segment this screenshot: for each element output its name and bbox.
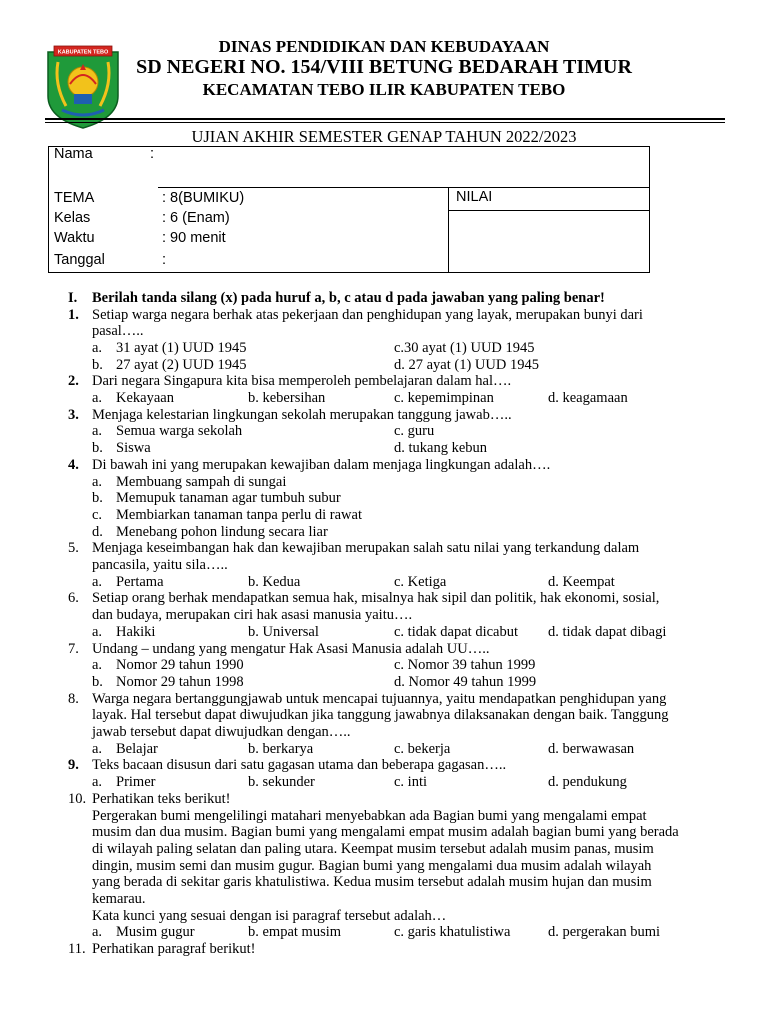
section-instruction: Berilah tanda silang (x) pada huruf a, b, c atau d pada jawaban yang paling benar! [92,290,605,306]
question-text: Teks bacaan disusun dari satu gagasan utama dan beberapa gagasan….. [92,757,507,774]
question-text: jawab tersebut dapat diwujudkan dengan….. [92,724,351,740]
option-text: Memupuk tanaman agar tumbuh subur [116,490,341,507]
option-text: b. berkarya [248,740,314,757]
question-text: Setiap orang berhak mendapatkan semua hak, misalnya hak sipil dan politik, hak ekonomi, sosial, [92,590,660,607]
option-text: d. tukang kebun [394,440,488,457]
question-number: 2. [68,373,79,390]
header-line-1: DINAS PENDIDIKAN DAN KEBUDAYAAN [218,37,550,56]
question-text: Menjaga kelestarian lingkungan sekolah merupakan tanggung jawab….. [92,406,512,423]
question-text: Undang – undang yang mengatur Hak Asasi Manusia adalah UU….. [92,640,490,657]
nama-colon: : [150,146,155,162]
question-text: pasal….. [92,323,144,340]
option-letter: b. [92,673,103,690]
question-text: Pergerakan bumi mengelilingi matahari menyebabkan ada Bagian bumi yang mengalami empat [92,807,647,824]
option-text: c. guru [394,423,435,440]
exam-title: UJIAN AKHIR SEMESTER GENAP TAHUN 2022/2023 [191,127,577,146]
section-number: I. [68,290,78,306]
option-letter: b. [92,356,103,373]
nama-label: Nama [54,146,93,162]
option-letter: a. [92,657,103,674]
option-text: c. bekerja [394,740,451,757]
option-letter: a. [92,473,103,490]
question-text: kemarau. [92,891,146,907]
question-text: dan budaya, merupakan ciri hak asasi manusia yaitu…. [92,607,413,624]
option-text: d. pendukung [548,774,627,791]
option-text: Menebang pohon lindung secara liar [116,523,328,540]
option-text: d. Keempat [548,573,615,590]
option-text: c. inti [394,774,428,791]
option-text: Membuang sampah di sungai [116,473,287,490]
option-text: Semua warga sekolah [116,423,243,440]
question-text: Menjaga keseimbangan hak dan kewajiban merupakan salah satu nilai yang terkandung dalam [92,540,640,557]
question-text: Dari negara Singapura kita bisa memperoleh pembelajaran dalam hal…. [92,373,512,390]
option-text: c. tidak dapat dicabut [394,623,519,640]
option-text: 27 ayat (2) UUD 1945 [116,356,247,373]
question-number: 3. [68,406,79,423]
option-text: b. sekunder [248,774,315,791]
option-text: d. keagamaan [548,390,628,406]
tema-value: : 8(BUMIKU) [162,190,245,206]
question-number: 7. [68,640,79,657]
option-text: d. Nomor 49 tahun 1999 [394,673,537,690]
option-text: Primer [116,774,156,791]
option-letter: a. [92,774,103,791]
option-letter: d. [92,523,103,540]
option-letter: a. [92,623,103,640]
question-number: 1. [68,306,79,323]
question-number: 5. [68,540,79,557]
question-text: Setiap warga negara berhak atas pekerjaan dan penghidupan yang layak, merupakan bunyi dari [92,306,643,323]
question-text: Di bawah ini yang merupakan kewajiban dalam menjaga lingkungan adalah…. [92,456,551,473]
option-letter: b. [92,490,103,507]
option-text: d. pergerakan bumi [548,924,661,941]
question-number: 4. [68,456,79,473]
option-text: Siswa [116,440,151,457]
logo-banner-text: KABUPATEN TEBO [57,49,109,56]
question-text: pancasila, yaitu sila….. [92,557,228,573]
tema-label: TEMA [54,190,95,206]
question-number: 8. [68,690,79,707]
option-letter: a. [92,423,103,440]
question-number: 10. [68,790,87,807]
option-text: b. kebersihan [248,390,326,406]
option-text: c.30 ayat (1) UUD 1945 [394,339,535,356]
option-text: Pertama [116,573,164,590]
school-name: SD NEGERI NO. 154/VIII BETUNG BEDARAH TIMUR [136,56,632,78]
question-number: 6. [68,590,79,607]
question-text: Perhatikan teks berikut! [92,790,231,807]
question-text: yang berada di sekitar garis khatulistiwa. Kedua musim tersebut adalah musim hujan dan musim [92,874,652,891]
waktu-value: : 90 menit [162,230,226,246]
option-letter: a. [92,390,103,406]
option-text: b. Kedua [248,573,301,590]
option-letter: a. [92,924,103,941]
question-number: 11. [68,941,86,958]
option-letter: a. [92,740,103,757]
option-text: c. Nomor 39 tahun 1999 [394,657,536,674]
option-letter: b. [92,440,103,457]
kelas-label: Kelas [54,210,91,226]
tanggal-value: : [162,252,167,268]
waktu-label: Waktu [54,230,95,246]
option-letter: a. [92,573,103,590]
option-text: d. berwawasan [548,740,635,757]
question-text: layak. Hal tersebut dapat diwujudkan jika tanggung jawabnya dilaksanakan dengan baik. Tanggung [92,707,669,724]
option-text: Membiarkan tanaman tanpa perlu di rawat [116,506,362,523]
question-text: musim dan dua musim. Bagian bumi yang mengalami empat musim adalah bagian bumi yang berada [92,824,679,841]
option-text: Nomor 29 tahun 1990 [116,657,244,674]
option-text: 31 ayat (1) UUD 1945 [116,339,247,356]
option-text: c. Ketiga [394,573,447,590]
tanggal-label: Tanggal [54,252,105,268]
header-line-3: KECAMATAN TEBO ILIR KABUPATEN TEBO [202,80,566,99]
nilai-label: NILAI [456,189,493,205]
option-text: b. empat musim [248,924,342,941]
question-text: Perhatikan paragraf berikut! [92,941,256,958]
option-text: d. tidak dapat dibagi [548,623,667,640]
option-text: b. Universal [248,623,319,640]
option-text: Kekayaan [116,390,174,406]
option-text: Belajar [116,740,158,757]
option-text: Nomor 29 tahun 1998 [116,673,244,690]
kelas-value: : 6 (Enam) [162,210,230,226]
option-text: Hakiki [116,623,156,640]
option-text: Musim gugur [116,924,195,941]
question-text: Warga negara bertanggungjawab untuk mencapai tujuannya, yaitu mendapatkan penghidupan yang [92,690,667,707]
question-text: di wilayah paling selatan dan paling utara. Keempat musim tersebut adalah musim panas, musim [92,840,654,857]
question-number: 9. [68,757,79,774]
option-letter: a. [92,339,103,356]
option-text: c. kepemimpinan [394,390,494,406]
option-text: d. 27 ayat (1) UUD 1945 [394,356,539,373]
question-text: Kata kunci yang sesuai dengan isi paragraf tersebut adalah… [92,907,447,924]
option-text: c. garis khatulistiwa [394,924,511,941]
option-letter: c. [92,506,103,523]
question-text: dingin, musim semi dan musim gugur. Bagian bumi yang mengalami dua musim adalah wilayah [92,857,652,874]
